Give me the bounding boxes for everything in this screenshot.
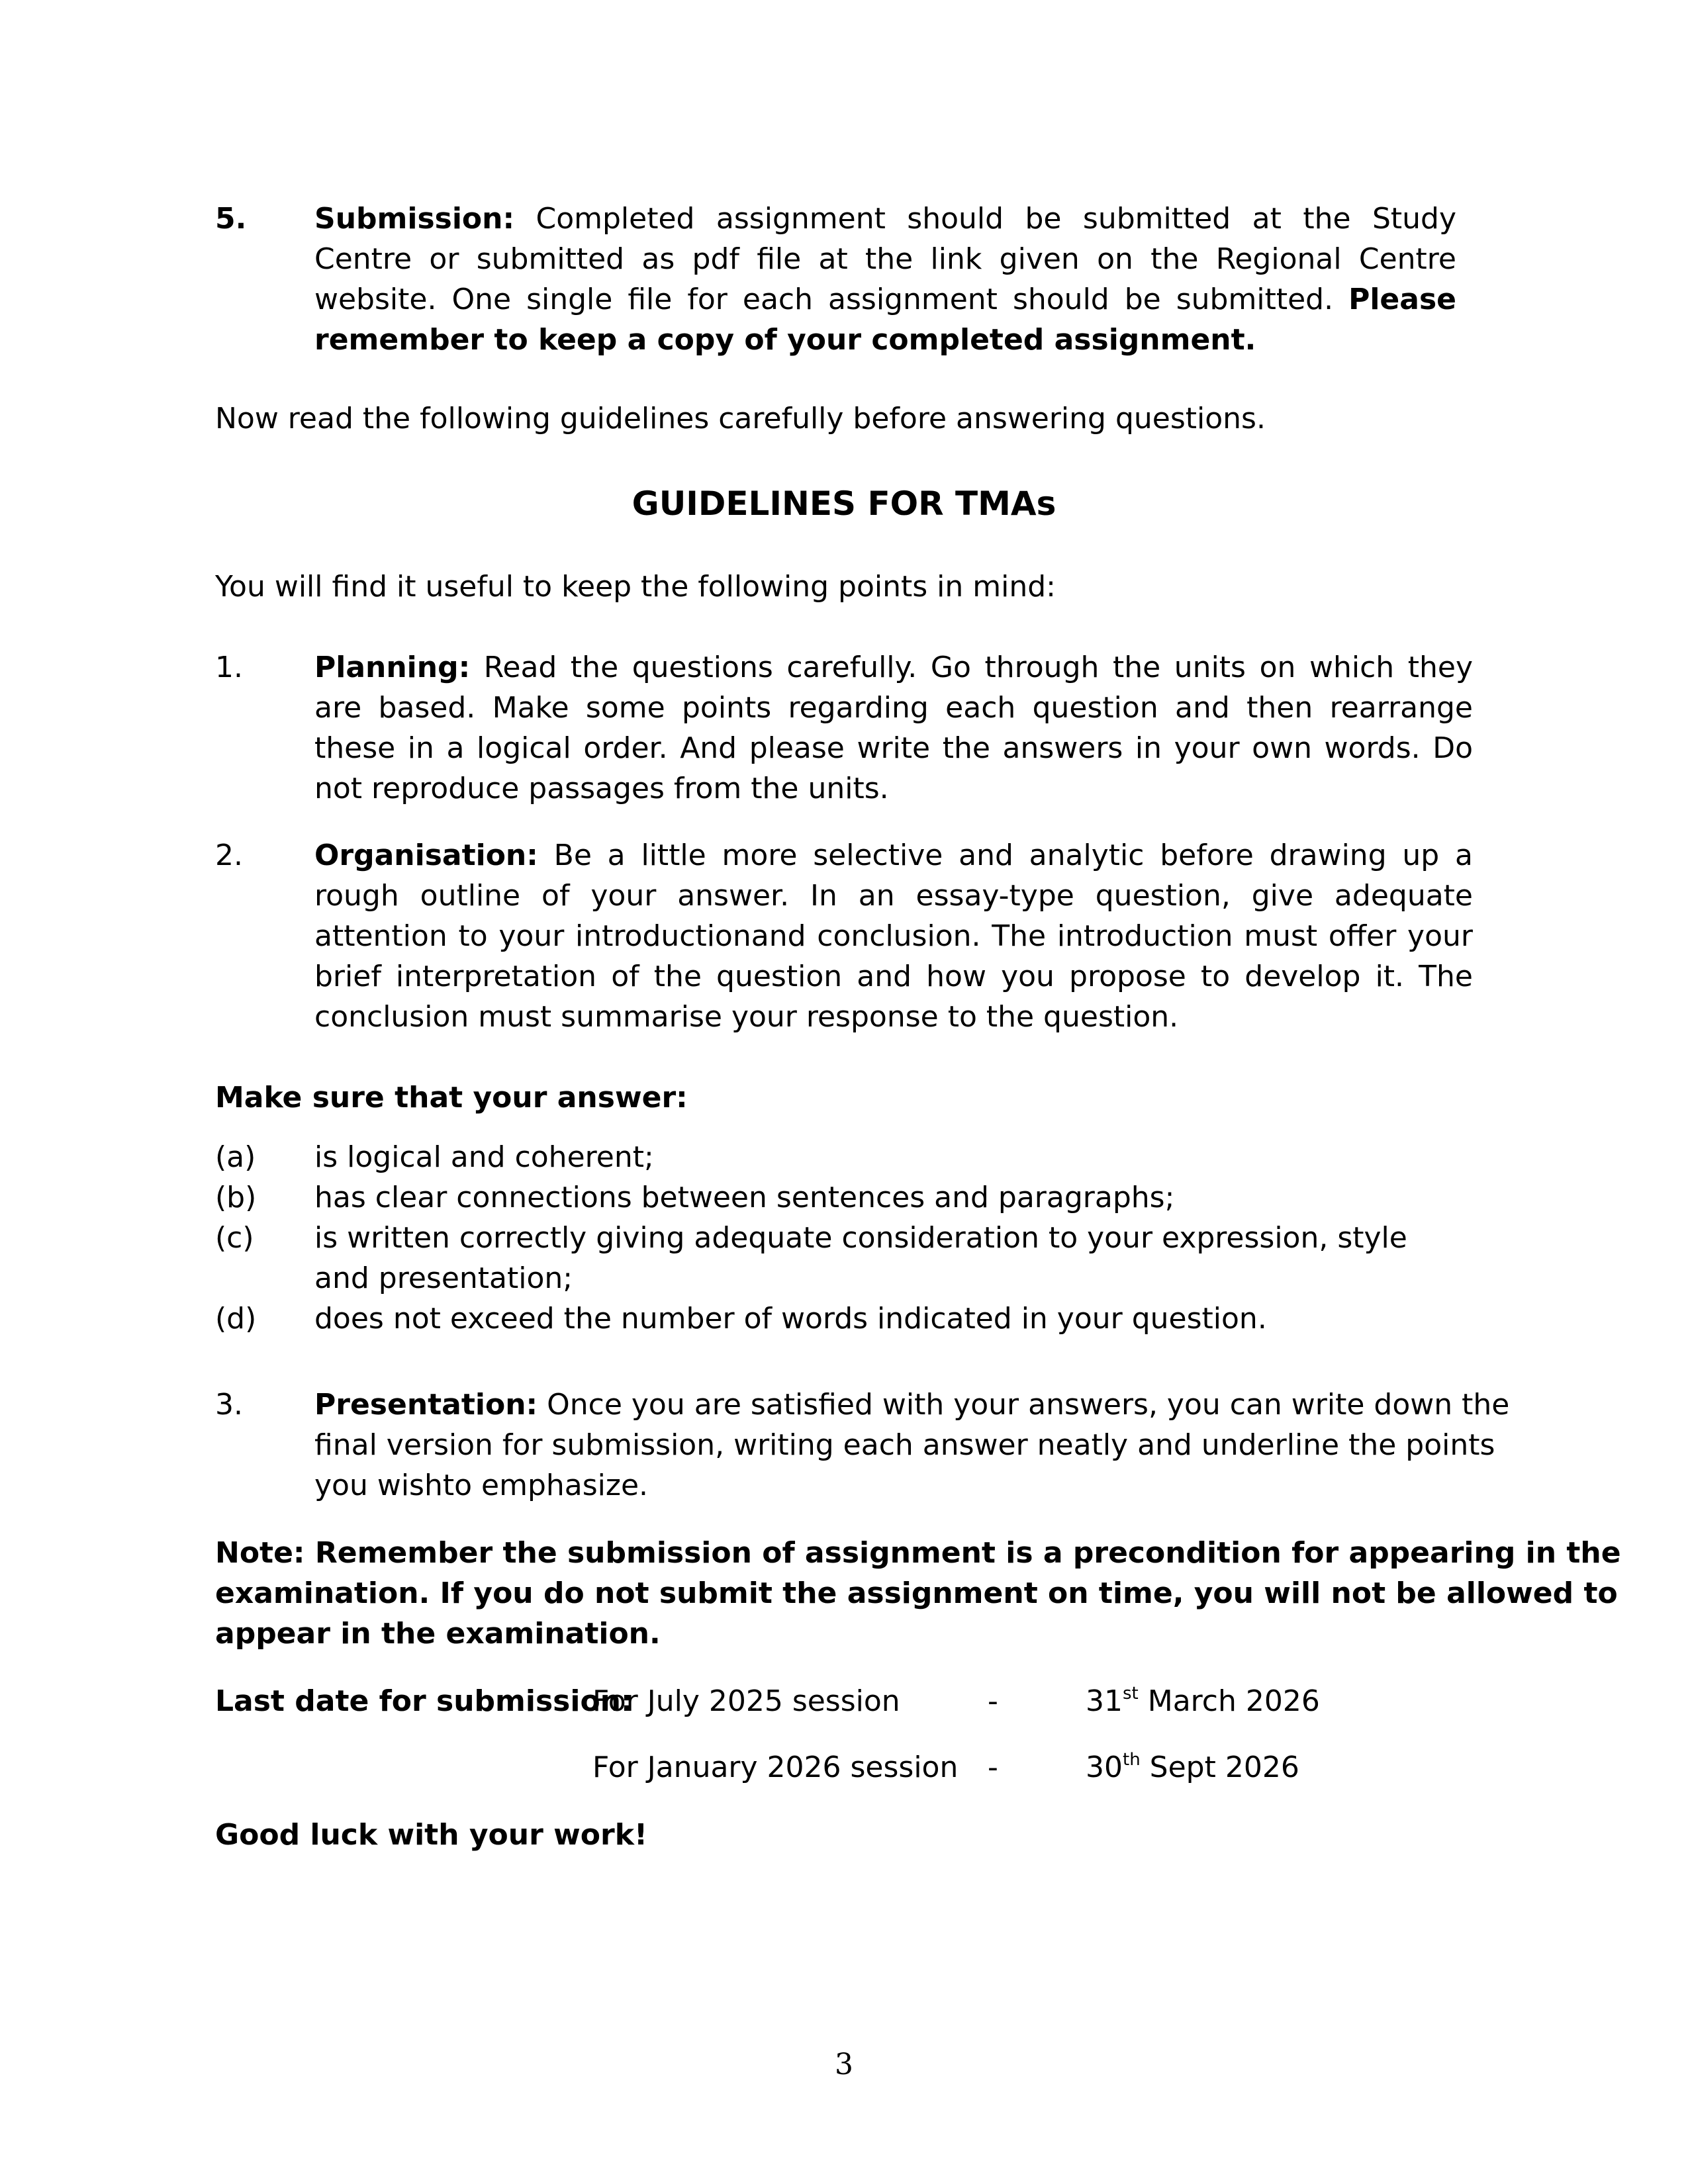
point-1-heading: Planning: <box>314 651 471 684</box>
guidelines-title: GUIDELINES FOR TMAs <box>632 484 1056 523</box>
point-3-number: 3. <box>215 1388 243 1422</box>
deadline-day-2: 30 <box>1086 1751 1123 1784</box>
item-5-heading: Submission: <box>314 202 515 236</box>
deadline-suffix-1: st <box>1123 1684 1139 1704</box>
point-3-line-3: you wishto emphasize. <box>314 1469 649 1502</box>
point-1-paragraph <box>314 647 1473 809</box>
point-3-text: Once you are satisfied with your answers, you can write down the <box>538 1388 1510 1422</box>
deadline-dash-2: - <box>988 1751 998 1784</box>
make-sure-label-b: (b) <box>215 1181 257 1214</box>
point-3-line-1 <box>314 1385 1509 1425</box>
intro-line: Now read the following guidelines carefully before answering questions. <box>215 402 1266 435</box>
deadline-suffix-2: th <box>1123 1750 1141 1770</box>
deadline-session-2: For January 2026 session <box>592 1751 959 1784</box>
point-2-heading: Organisation: <box>314 839 538 872</box>
point-2-paragraph <box>314 835 1473 1037</box>
deadline-session-1: For July 2025 session <box>592 1684 900 1718</box>
point-1-number: 1. <box>215 651 243 684</box>
make-sure-text-a: is logical and coherent; <box>314 1140 654 1174</box>
item-5-bold-text: Please remember to keep a copy of your completed assignment. <box>314 283 1456 357</box>
item-5-text: Completed assignment should be submitted at the Study Centre or submitted as pdf file at the link given on the Regional Centre website. One single file for each assignment should be submitted. <box>314 202 1456 316</box>
make-sure-text-b: has clear connections between sentences and paragraphs; <box>314 1181 1175 1214</box>
item-5-number: 5. <box>215 202 247 236</box>
item-5-paragraph <box>314 199 1456 360</box>
deadline-month-1: March 2026 <box>1138 1684 1320 1718</box>
point-3-line-2: final version for submission, writing each answer neatly and underline the points <box>314 1428 1495 1462</box>
deadline-month-2: Sept 2026 <box>1140 1751 1299 1784</box>
deadline-dash-1: - <box>988 1684 998 1718</box>
page-number: 3 <box>835 2048 853 2081</box>
make-sure-label-a: (a) <box>215 1140 256 1174</box>
point-1-text: Read the questions carefully. Go through the units on which they are based. Make some points regarding each question and then rearrange these in a logical order. And please write the answers in your own words. Do not reproduce passages from the units. <box>314 651 1473 805</box>
closing-line: Good luck with your work! <box>215 1818 648 1852</box>
note-line-1: Note: Remember the submission of assignment is a precondition for appearing in the <box>215 1536 1621 1570</box>
make-sure-heading: Make sure that your answer: <box>215 1081 688 1115</box>
point-2-number: 2. <box>215 839 243 872</box>
make-sure-text-d: does not exceed the number of words indicated in your question. <box>314 1302 1267 1336</box>
point-2-text: Be a little more selective and analytic before drawing up a rough outline of your answer. In an essay-type question, give adequate attention to your introductionand conclusion. The introduction must offer your brief interpretation of the question and how you propose to develop it. The conclusion must summarise your response to the question. <box>314 839 1473 1034</box>
note-line-2: examination. If you do not submit the assignment on time, you will not be allowed to <box>215 1576 1618 1610</box>
make-sure-text-c: is written correctly giving adequate consideration to your expression, style <box>314 1221 1407 1255</box>
make-sure-text-c-cont: and presentation; <box>314 1261 573 1295</box>
note-line-3: appear in the examination. <box>215 1617 661 1651</box>
deadline-date-1 <box>1086 1681 1320 1721</box>
deadline-date-2 <box>1086 1747 1299 1788</box>
make-sure-label-d: (d) <box>215 1302 257 1336</box>
deadline-label: Last date for submission: <box>215 1684 633 1718</box>
point-3-heading: Presentation: <box>314 1388 538 1422</box>
make-sure-label-c: (c) <box>215 1221 254 1255</box>
deadline-day-1: 31 <box>1086 1684 1123 1718</box>
points-intro: You will find it useful to keep the following points in mind: <box>215 570 1056 604</box>
